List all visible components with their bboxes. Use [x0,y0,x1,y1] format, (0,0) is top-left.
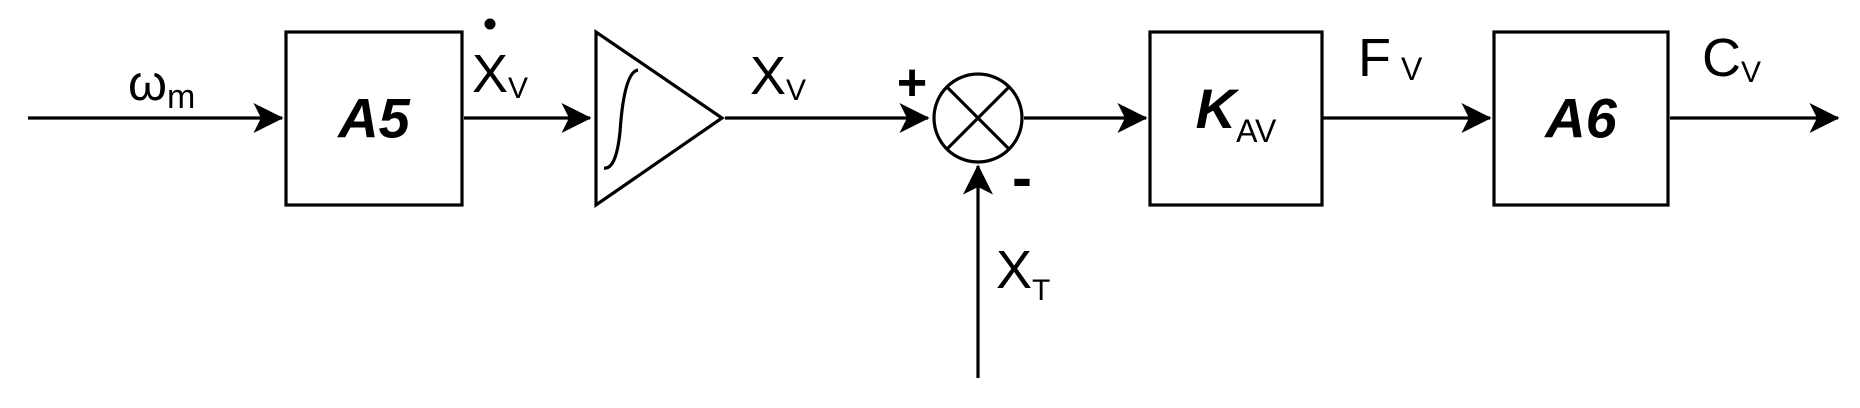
signal-omega-sub: m [167,78,196,116]
signal-cv-main: C [1702,28,1741,88]
plus-sign: + [896,54,928,112]
signal-xt-sub: T [1032,274,1051,307]
signal-fv-main: F [1358,28,1391,88]
minus-sign: - [1012,144,1032,211]
signal-xv-dot [472,44,528,105]
signal-xv [750,46,806,107]
signal-fv [1358,28,1423,88]
signal-cv-sub: V [1741,56,1762,89]
signal-xv-sub: V [786,74,807,107]
block-a6[interactable] [1494,32,1668,205]
signal-omega-m [128,55,195,116]
block-a6-label: A6 [1545,86,1617,150]
block-kav-sub: AV [1236,113,1277,149]
block-kav-main: K [1195,77,1237,140]
signal-cv [1702,28,1761,89]
signal-xv-dot-main: X [472,44,509,104]
block-a5-label: A5 [338,86,410,150]
block-kav[interactable] [1150,32,1322,205]
signal-xt [996,240,1050,307]
signal-xt-main: X [996,240,1033,300]
derivative-dot-icon [485,19,496,30]
signal-xv-main: X [750,46,787,106]
signal-omega-main: ω [128,55,168,111]
block-a5[interactable] [286,32,462,205]
signal-fv-sub: V [1401,51,1423,87]
summing-junction[interactable] [934,74,1022,162]
integrator-triangle [596,32,722,205]
block-integrator[interactable] [596,32,722,205]
signal-xv-dot-sub: V [508,72,529,105]
